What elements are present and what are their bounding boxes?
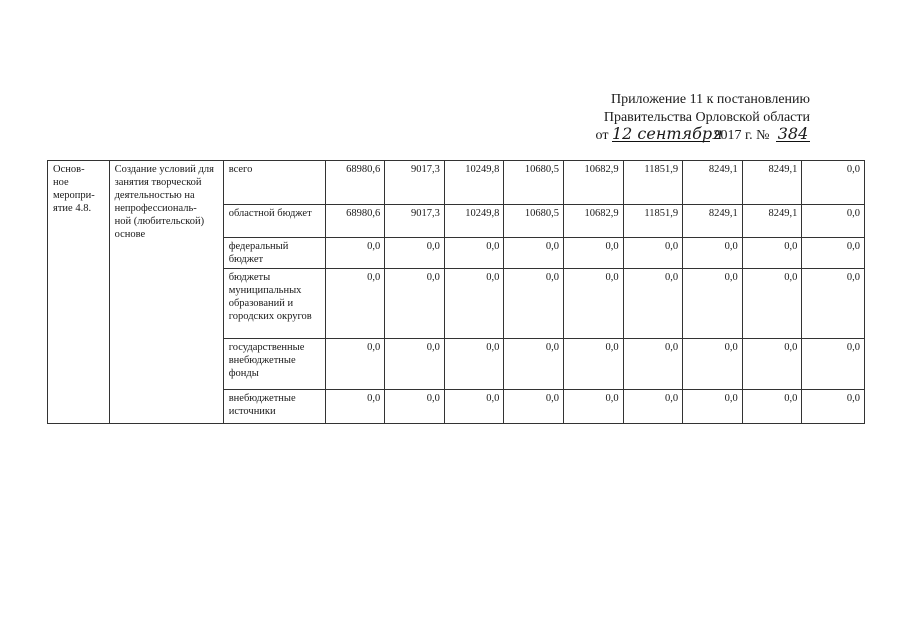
value-cell: 0,0 bbox=[683, 238, 743, 269]
value-cell: 9017,3 bbox=[385, 161, 445, 205]
document-header bbox=[570, 91, 810, 145]
value-cell: 0,0 bbox=[802, 161, 865, 205]
value-cell: 8249,1 bbox=[742, 205, 802, 238]
value-cell: 8249,1 bbox=[683, 161, 743, 205]
value-cell: 9017,3 bbox=[385, 205, 445, 238]
value-cell: 0,0 bbox=[802, 339, 865, 390]
funding-source-cell: бюджеты муниципальных образований и городских округов bbox=[223, 269, 325, 339]
value-cell: 0,0 bbox=[504, 390, 564, 424]
header-line-3 bbox=[570, 126, 810, 145]
value-cell: 68980,6 bbox=[325, 161, 385, 205]
value-cell: 0,0 bbox=[683, 269, 743, 339]
value-cell: 0,0 bbox=[444, 269, 504, 339]
funding-source-cell: государственные внебюджетные фонды bbox=[223, 339, 325, 390]
activity-code-cell: Основ- ное меропри- ятие 4.8. bbox=[48, 161, 110, 424]
value-cell: 0,0 bbox=[564, 339, 624, 390]
value-cell: 0,0 bbox=[742, 269, 802, 339]
value-cell: 0,0 bbox=[802, 269, 865, 339]
value-cell: 0,0 bbox=[325, 339, 385, 390]
value-cell: 8249,1 bbox=[742, 161, 802, 205]
value-cell: 0,0 bbox=[504, 238, 564, 269]
funding-source-cell: федеральный бюджет bbox=[223, 238, 325, 269]
header-line-2: Правительства Орловской области bbox=[603, 109, 810, 125]
value-cell: 0,0 bbox=[564, 238, 624, 269]
value-cell: 0,0 bbox=[623, 238, 683, 269]
value-cell: 68980,6 bbox=[325, 205, 385, 238]
value-cell: 0,0 bbox=[564, 269, 624, 339]
value-cell: 0,0 bbox=[385, 269, 445, 339]
funding-source-cell: внебюджетные источники bbox=[223, 390, 325, 424]
activity-name-cell: Создание условий для занятия творческой деятельностью на непрофессиональ- ной (любительской) основе bbox=[109, 161, 223, 424]
value-cell: 0,0 bbox=[444, 238, 504, 269]
value-cell: 0,0 bbox=[742, 238, 802, 269]
table-row bbox=[48, 161, 865, 205]
value-cell: 8249,1 bbox=[683, 205, 743, 238]
value-cell: 10682,9 bbox=[564, 205, 624, 238]
year-text: 2017 г. № bbox=[713, 128, 770, 143]
value-cell: 0,0 bbox=[325, 390, 385, 424]
value-cell: 10680,5 bbox=[504, 205, 564, 238]
value-cell: 10682,9 bbox=[564, 161, 624, 205]
value-cell: 0,0 bbox=[325, 269, 385, 339]
value-cell: 0,0 bbox=[802, 205, 865, 238]
value-cell: 0,0 bbox=[444, 339, 504, 390]
value-cell: 0,0 bbox=[742, 339, 802, 390]
table-body bbox=[48, 161, 865, 424]
value-cell: 0,0 bbox=[683, 390, 743, 424]
value-cell: 0,0 bbox=[504, 339, 564, 390]
funding-source-cell: областной бюджет bbox=[223, 205, 325, 238]
value-cell: 0,0 bbox=[385, 238, 445, 269]
value-cell: 0,0 bbox=[623, 390, 683, 424]
value-cell: 0,0 bbox=[802, 390, 865, 424]
value-cell: 0,0 bbox=[444, 390, 504, 424]
handwritten-date: 12 сентября bbox=[611, 124, 723, 143]
value-cell: 0,0 bbox=[564, 390, 624, 424]
value-cell: 0,0 bbox=[385, 339, 445, 390]
value-cell: 0,0 bbox=[325, 238, 385, 269]
value-cell: 11851,9 bbox=[623, 205, 683, 238]
value-cell: 0,0 bbox=[623, 269, 683, 339]
value-cell: 10249,8 bbox=[444, 205, 504, 238]
value-cell: 0,0 bbox=[802, 238, 865, 269]
value-cell: 10680,5 bbox=[504, 161, 564, 205]
header-line-1: Приложение 11 к постановлению bbox=[610, 92, 810, 107]
funding-source-cell: всего bbox=[223, 161, 325, 205]
handwritten-number: 384 bbox=[777, 124, 809, 143]
value-cell: 0,0 bbox=[623, 339, 683, 390]
value-cell: 0,0 bbox=[504, 269, 564, 339]
date-prefix: от bbox=[595, 128, 609, 143]
funding-table bbox=[47, 160, 865, 424]
value-cell: 11851,9 bbox=[623, 161, 683, 205]
value-cell: 0,0 bbox=[385, 390, 445, 424]
value-cell: 0,0 bbox=[683, 339, 743, 390]
value-cell: 0,0 bbox=[742, 390, 802, 424]
value-cell: 10249,8 bbox=[444, 161, 504, 205]
